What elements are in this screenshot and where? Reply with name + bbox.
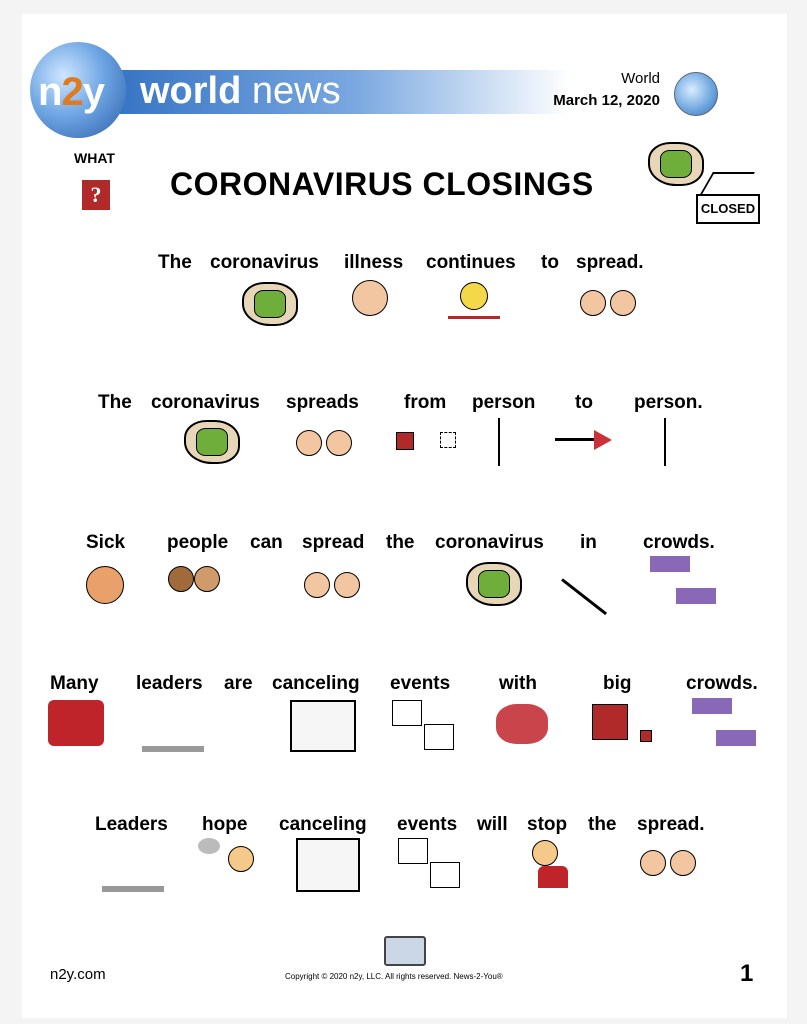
coronavirus-icon xyxy=(242,282,298,326)
crowd-icon xyxy=(716,730,756,746)
word: person. xyxy=(634,392,703,413)
spread-icon xyxy=(304,572,360,603)
time-arrow-icon xyxy=(448,316,500,319)
word: will xyxy=(477,814,508,835)
page-number: 1 xyxy=(740,960,754,987)
word: events xyxy=(390,673,451,694)
word: can xyxy=(250,532,283,553)
logo-prefix: n xyxy=(38,70,62,114)
word: continues xyxy=(426,252,516,273)
word: coronavirus xyxy=(151,392,260,413)
word: coronavirus xyxy=(210,252,319,273)
word: Leaders xyxy=(95,814,168,835)
calendar-icon xyxy=(430,862,460,888)
word: crowds. xyxy=(686,673,758,694)
copyright: Copyright © 2020 n2y, LLC. All rights reserved. News-2-You® xyxy=(285,972,503,981)
logo xyxy=(38,70,104,115)
crowd-icon xyxy=(692,698,732,714)
logo-two: 2 xyxy=(61,70,83,114)
person-icon xyxy=(664,418,680,466)
coronavirus-icon xyxy=(466,562,522,606)
site-url: n2y.com xyxy=(50,966,106,983)
closed-sign: CLOSED xyxy=(696,194,760,224)
brand-name xyxy=(140,70,341,113)
word: canceling xyxy=(272,673,360,694)
word: Many xyxy=(50,673,99,694)
with-icon xyxy=(496,704,548,744)
calendar-icon xyxy=(424,724,454,750)
word: Sick xyxy=(86,532,126,553)
word: people xyxy=(167,532,229,553)
word: in xyxy=(580,532,597,553)
word: events xyxy=(397,814,458,835)
word: are xyxy=(224,673,253,694)
word: big xyxy=(603,673,632,694)
word: coronavirus xyxy=(435,532,544,553)
leaders-icon xyxy=(102,842,164,892)
from-target-icon xyxy=(440,432,456,448)
page-title: CORONAVIRUS CLOSINGS xyxy=(170,166,594,202)
crowd-icon xyxy=(650,556,690,572)
computer-icon xyxy=(384,936,426,966)
word: spread. xyxy=(637,814,705,835)
arrow-head-icon xyxy=(594,430,612,450)
calendar-icon xyxy=(398,838,428,864)
word: leaders xyxy=(136,673,203,694)
arrow-to-icon xyxy=(555,438,595,441)
clock-icon xyxy=(460,282,488,310)
header xyxy=(30,42,740,122)
what-label: WHAT xyxy=(74,150,115,166)
canceling-icon xyxy=(290,700,356,752)
question-icon: ? xyxy=(82,180,110,210)
sick-person-icon xyxy=(352,280,388,321)
small-square-icon xyxy=(640,730,652,742)
people-icon xyxy=(168,566,220,597)
word: person xyxy=(472,392,536,413)
word: The xyxy=(98,392,132,413)
word: spreads xyxy=(286,392,359,413)
canceling-icon xyxy=(296,838,360,892)
leaders-icon xyxy=(142,700,204,752)
calendar-icon xyxy=(392,700,422,726)
spread-icon xyxy=(296,430,352,461)
spread-icon xyxy=(580,290,636,321)
brand-light: news xyxy=(251,70,341,112)
coronavirus-icon xyxy=(184,420,240,464)
world-globe-icon xyxy=(674,72,718,116)
from-icon xyxy=(396,432,414,450)
crowd-icon xyxy=(676,588,716,604)
word: spread xyxy=(302,532,365,553)
big-square-icon xyxy=(592,704,628,740)
word: the xyxy=(588,814,617,835)
many-icon xyxy=(48,700,104,746)
word: the xyxy=(386,532,415,553)
sick-face-icon xyxy=(86,566,124,609)
word: crowds. xyxy=(643,532,715,553)
word: The xyxy=(158,252,192,273)
word: canceling xyxy=(279,814,367,835)
word: with xyxy=(499,673,537,694)
word: from xyxy=(404,392,447,413)
stop-person-body xyxy=(538,866,568,888)
brand-bold: world xyxy=(140,70,242,112)
coronavirus-icon xyxy=(648,142,704,186)
thought-bubble-icon xyxy=(198,838,220,854)
spread-icon xyxy=(640,850,696,881)
issue-date: March 12, 2020 xyxy=(553,92,660,109)
word: illness xyxy=(344,252,404,273)
person-icon xyxy=(498,418,514,466)
word: hope xyxy=(202,814,248,835)
word: spread. xyxy=(576,252,644,273)
word: stop xyxy=(527,814,568,835)
word: to xyxy=(541,252,559,273)
hope-person-icon xyxy=(228,846,254,877)
logo-suffix: y xyxy=(82,70,104,114)
section-label: World xyxy=(621,70,660,87)
word: to xyxy=(575,392,593,413)
